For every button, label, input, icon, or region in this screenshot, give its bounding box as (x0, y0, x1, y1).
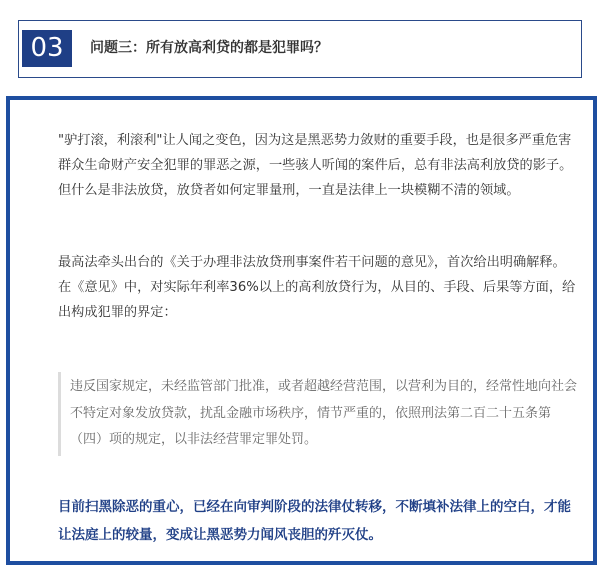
section-number-badge: 03 (22, 30, 72, 67)
section-title: 问题三：所有放高利贷的都是犯罪吗？ (90, 40, 328, 56)
quote-bar (58, 372, 61, 456)
legal-quote: 违反国家规定，未经监管部门批准，或者超越经营范围，以营利为目的，经常性地向社会不特定对象发放贷款，扰乱金融市场秩序，情节严重的，依照刑法第二百二十五条第（四）项的规定，以非法经营罪定罪处罚。 (70, 379, 578, 447)
conclusion-text: 目前扫黑除恶的重心，已经在向审判阶段的法律仗转移，不断填补法律上的空白，才能让法庭上的较量，变成让黑恶势力闻风丧胆的歼灭仗。 (58, 499, 571, 543)
paragraph-intro: "驴打滚，利滚利"让人闻之变色，因为这是黑恶势力敛财的重要手段，也是很多严重危害群众生命财产安全犯罪的罪恶之源，一些骇人听闻的案件后，总有非法高利放贷的影子。但什么是非法放贷，放贷者如何定罪量刑，一直是法律上一块模糊不清的领域。 (58, 133, 573, 198)
paragraph-opinion: 最高法牵头出台的《关于办理非法放贷刑事案件若干问题的意见》，首次给出明确解释。在《意见》中，对实际年利率36%以上的高利放贷行为，从目的、手段、后果等方面，给出构成犯罪的界定： (58, 255, 576, 320)
